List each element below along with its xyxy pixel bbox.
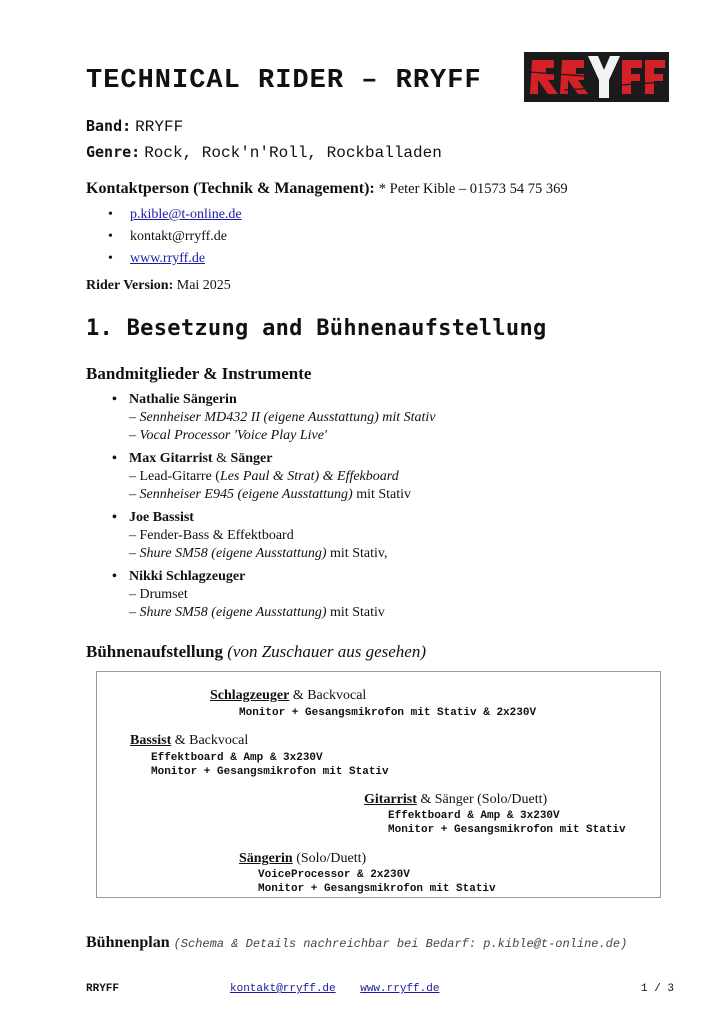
stage-guitarist-detail: Monitor + Gesangsmikrofon mit Stativ [388,824,626,836]
document-title: TECHNICAL RIDER – RRYFF [86,66,482,96]
stage-heading [86,642,426,662]
member-item [112,450,411,504]
footer-links [230,983,457,995]
footer-band: RRYFF [86,983,120,995]
rider-version-label: Rider Version: [86,278,174,293]
genre-line [86,143,442,162]
genre-value: Rock, Rock'n'Roll, Rockballaden [144,144,442,162]
band-logo [524,52,669,102]
member-detail: – Drumset [129,587,188,602]
stage-bassist-detail: Monitor + Gesangsmikrofon mit Stativ [151,766,389,778]
stage-heading-label: Bühnenaufstellung [86,642,223,661]
stage-bassist-detail: Effektboard & Amp & 3x230V [151,752,323,764]
stage-drummer: Schlagzeuger & Backvocal [210,688,367,703]
contact-line [86,180,568,198]
member-item [112,509,387,563]
rider-version-value: Mai 2025 [176,278,231,293]
list-item [108,228,242,250]
contact-value: * Peter Kible – 01573 54 75 369 [378,181,568,197]
stage-guitarist: Gitarrist & Sänger (Solo/Duett) [364,792,548,807]
member-detail: – Shure SM58 (eigene Ausstattung) mit Stativ, [129,546,388,561]
band-value: RRYFF [135,118,184,136]
list-item [108,250,242,272]
stage-guitarist-detail: Effektboard & Amp & 3x230V [388,810,560,822]
footer-email-link[interactable]: kontakt@rryff.de [230,983,336,995]
contact-label: Kontaktperson (Technik & Management): [86,180,375,197]
member-name: • Joe Bassist [112,509,387,527]
stage-singer: Sängerin (Solo/Duett) [239,851,367,866]
stage-plan-note: (Schema & Details nachreichbar bei Bedarf: p.kible@t-online.de) [173,937,628,951]
stage-heading-note: (von Zuschauer aus gesehen) [227,642,427,661]
email-link[interactable]: p.kible@t-online.de [130,207,242,222]
member-detail: – Sennheiser MD432 II (eigene Ausstattung) mit Stativ [129,410,436,425]
member-name: • Max Gitarrist & Sänger [112,450,411,468]
member-detail: – Sennheiser E945 (eigene Ausstattung) mit Stativ [129,487,412,502]
logo-graphic [524,52,669,102]
list-item [108,206,242,228]
band-line [86,117,183,136]
members-heading: Bandmitglieder & Instrumente [86,364,312,383]
stage-plan-label: Bühnenplan [86,934,170,951]
member-item [112,568,385,622]
stage-drummer-detail: Monitor + Gesangsmikrofon mit Stativ & 2x230V [239,707,537,719]
section-heading: 1. Besetzung and Bühnenaufstellung [86,316,547,341]
member-name: • Nikki Schlagzeuger [112,568,385,586]
member-detail: – Lead-Gitarre (Les Paul & Strat) & Effekboard [129,469,399,484]
footer-website-link[interactable]: www.rryff.de [360,983,440,995]
stage-plan-line [86,934,627,952]
contact-email-text: kontakt@rryff.de [130,229,227,244]
member-name: • Nathalie Sängerin [112,391,436,409]
member-item [112,391,436,445]
page-number: 1 / 3 [641,983,675,995]
genre-label: Genre: [86,143,141,161]
stage-layout-box [96,671,661,898]
website-link[interactable]: www.rryff.de [130,251,206,266]
member-detail: – Fender-Bass & Effektboard [129,528,294,543]
stage-singer-detail: VoiceProcessor & 2x230V [258,869,410,881]
rider-version [86,278,231,294]
band-label: Band: [86,117,132,135]
stage-singer-detail: Monitor + Gesangsmikrofon mit Stativ [258,883,496,895]
member-detail: – Shure SM58 (eigene Ausstattung) mit Stativ [129,605,385,620]
member-detail: – Vocal Processor 'Voice Play Live' [129,428,327,443]
contact-links [108,206,242,272]
stage-bassist: Bassist & Backvocal [130,733,249,748]
